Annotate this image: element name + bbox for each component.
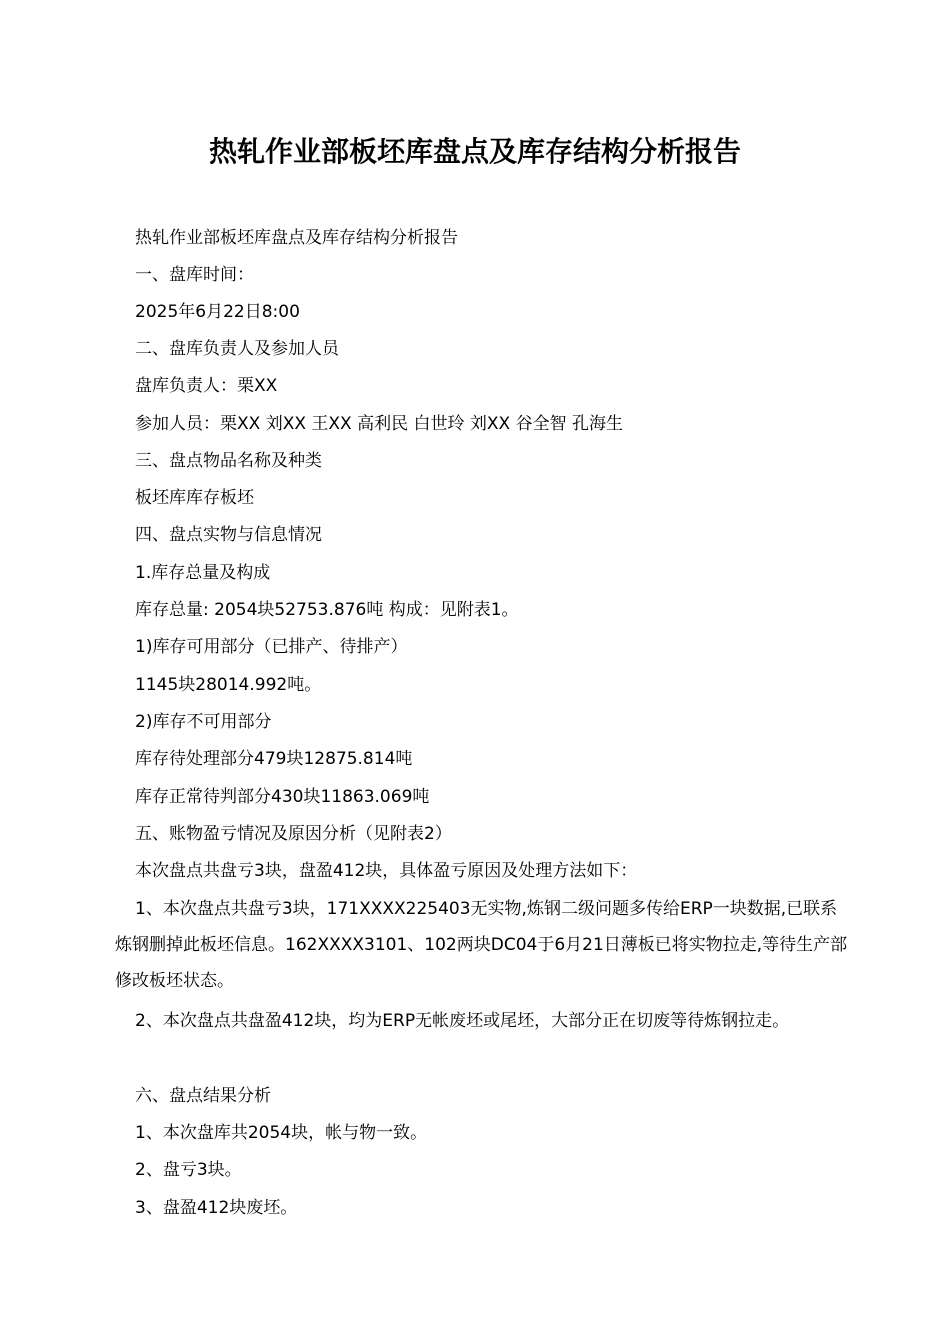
person-in-charge: 盘库负责人：栗XX <box>135 376 278 396</box>
section-heading-status: 四、盘点实物与信息情况 <box>135 525 322 545</box>
discrepancy-item-2: 2、本次盘点共盘盈412块，均为ERP无帐废坯或尾坯，大部分正在切废等待炼钢拉走。 <box>135 1011 790 1031</box>
section-heading-items: 三、盘点物品名称及种类 <box>135 451 322 471</box>
available-amount: 1145块28014.992吨。 <box>135 675 322 695</box>
pending-amount: 库存待处理部分479块12875.814吨 <box>135 749 413 769</box>
subheading-total: 1.库存总量及构成 <box>135 563 271 583</box>
judgment-amount: 库存正常待判部分430块11863.069吨 <box>135 787 430 807</box>
item-name: 板坯库库存板坯 <box>135 488 254 508</box>
section-heading-time: 一、盘库时间： <box>135 265 254 285</box>
section-heading-results: 六、盘点结果分析 <box>135 1086 271 1106</box>
inventory-date: 2025年6月22日8:00 <box>135 302 300 322</box>
subheading-unavailable: 2)库存不可用部分 <box>135 712 272 732</box>
discrepancy-item-1: 1、本次盘点共盘亏3块，171XXXX225403无实物,炼钢二级问题多传给ERP一块数据,已联系炼钢删掉此板坯信息。162XXXX3101、102两块DC04于6月21日薄板已将实物拉走,等待生产部修改板坯状态。 <box>115 899 848 991</box>
discrepancy-summary: 本次盘点共盘亏3块，盘盈412块，具体盈亏原因及处理方法如下： <box>135 861 638 881</box>
result-item-3: 3、盘盈412块废坯。 <box>135 1198 298 1218</box>
section-heading-discrepancy: 五、账物盈亏情况及原因分析（见附表2） <box>135 824 452 844</box>
document-title: 热轧作业部板坯库盘点及库存结构分析报告 <box>208 135 741 168</box>
report-subtitle: 热轧作业部板坯库盘点及库存结构分析报告 <box>135 228 458 248</box>
total-inventory: 库存总量: 2054块52753.876吨 构成：见附表1。 <box>135 600 519 620</box>
result-item-2: 2、盘亏3块。 <box>135 1160 242 1180</box>
result-item-1: 1、本次盘库共2054块，帐与物一致。 <box>135 1123 428 1143</box>
participants: 参加人员：栗XX 刘XX 王XX 高利民 白世玲 刘XX 谷全智 孔海生 <box>135 414 623 434</box>
section-heading-personnel: 二、盘库负责人及参加人员 <box>135 339 339 359</box>
subheading-available: 1)库存可用部分（已排产、待排产） <box>135 637 408 657</box>
